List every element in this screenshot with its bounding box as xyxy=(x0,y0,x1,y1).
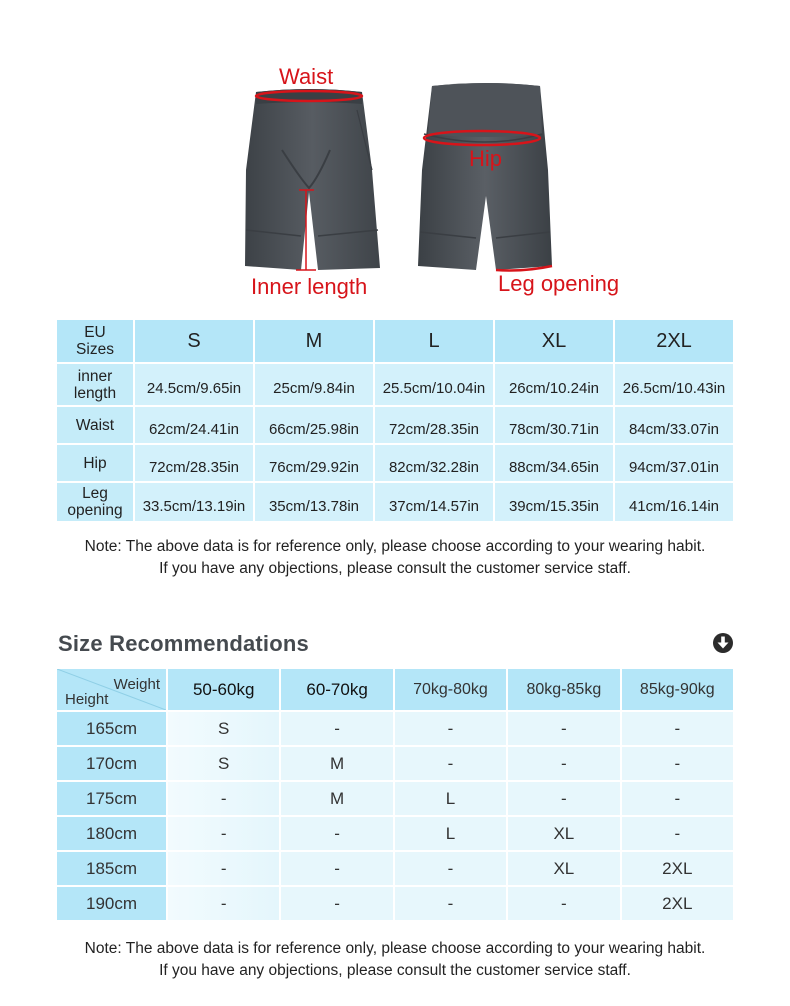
table-row xyxy=(57,887,733,920)
waist-label: Waist xyxy=(279,64,334,89)
table-cell: XL xyxy=(508,817,619,850)
table-cell: 84cm/33.07in xyxy=(615,407,733,443)
weight-header: 85kg-90kg xyxy=(622,669,733,710)
table-cell: 33.5cm/13.19in xyxy=(135,483,253,521)
table-cell: - xyxy=(395,747,506,780)
shorts-illustration xyxy=(0,0,790,310)
table-cell: - xyxy=(395,852,506,885)
weight-header-row xyxy=(57,669,733,710)
table-cell: 2XL xyxy=(622,852,733,885)
size-chart-corner: EU Sizes xyxy=(57,320,133,362)
size-recommendation-table xyxy=(55,667,735,922)
table-row xyxy=(57,445,733,481)
shorts-back-view xyxy=(418,83,552,270)
table-cell: 66cm/25.98in xyxy=(255,407,373,443)
inner-length-label: Inner length xyxy=(251,274,368,299)
table-cell: - xyxy=(622,782,733,815)
table-row xyxy=(57,407,733,443)
table-cell: - xyxy=(395,887,506,920)
table-corner xyxy=(57,669,166,710)
download-circle-icon[interactable] xyxy=(712,632,734,654)
row-label-hip: Hip xyxy=(57,445,133,481)
table-cell: 62cm/24.41in xyxy=(135,407,253,443)
table-cell: - xyxy=(622,817,733,850)
table-cell: S xyxy=(168,712,279,745)
table-cell: - xyxy=(281,817,392,850)
hip-label: Hip xyxy=(469,146,503,171)
table-cell: - xyxy=(508,782,619,815)
table-cell: 25.5cm/10.04in xyxy=(375,364,493,405)
table-cell: 37cm/14.57in xyxy=(375,483,493,521)
height-label: 175cm xyxy=(57,782,166,815)
table-row xyxy=(57,747,733,780)
row-label-waist: Waist xyxy=(57,407,133,443)
reference-note: Note: The above data is for reference only, please choose according to your wearing habit. If you have any objections, please consult the customer service staff. xyxy=(84,538,706,577)
table-cell: S xyxy=(168,747,279,780)
table-cell: - xyxy=(508,712,619,745)
size-header: XL xyxy=(495,320,613,362)
table-cell: 94cm/37.01in xyxy=(615,445,733,481)
size-header: L xyxy=(375,320,493,362)
table-row xyxy=(57,483,733,521)
table-cell: 25cm/9.84in xyxy=(255,364,373,405)
table-cell: M xyxy=(281,747,392,780)
table-cell: 41cm/16.14in xyxy=(615,483,733,521)
table-row xyxy=(57,712,733,745)
height-label: 170cm xyxy=(57,747,166,780)
table-cell: 26.5cm/10.43in xyxy=(615,364,733,405)
table-cell: - xyxy=(622,747,733,780)
weight-header: 70kg-80kg xyxy=(395,669,506,710)
table-cell: - xyxy=(508,747,619,780)
size-header: 2XL xyxy=(615,320,733,362)
table-cell: 76cm/29.92in xyxy=(255,445,373,481)
height-axis-label: Height xyxy=(65,691,109,708)
shorts-front-view xyxy=(245,89,380,270)
table-cell: 26cm/10.24in xyxy=(495,364,613,405)
table-cell: 72cm/28.35in xyxy=(135,445,253,481)
size-chart-header-row xyxy=(57,320,733,362)
table-cell: 24.5cm/9.65in xyxy=(135,364,253,405)
height-label: 165cm xyxy=(57,712,166,745)
table-cell: - xyxy=(168,852,279,885)
reference-note: Note: The above data is for reference only, please choose according to your wearing habit. If you have any objections, please consult the customer service staff. xyxy=(84,940,706,979)
table-cell: 82cm/32.28in xyxy=(375,445,493,481)
table-cell: - xyxy=(281,712,392,745)
table-cell: - xyxy=(281,852,392,885)
table-cell: 72cm/28.35in xyxy=(375,407,493,443)
table-cell: - xyxy=(168,782,279,815)
row-label-leg-opening: Leg opening xyxy=(57,483,133,521)
weight-axis-label: Weight xyxy=(113,676,160,693)
table-cell: 88cm/34.65in xyxy=(495,445,613,481)
table-row xyxy=(57,817,733,850)
row-label-inner-length: inner length xyxy=(57,364,133,405)
table-cell: 35cm/13.78in xyxy=(255,483,373,521)
weight-header: 60-70kg xyxy=(281,669,392,710)
table-cell: - xyxy=(168,887,279,920)
height-label: 180cm xyxy=(57,817,166,850)
table-cell: 39cm/15.35in xyxy=(495,483,613,521)
table-cell: L xyxy=(395,817,506,850)
table-cell: 2XL xyxy=(622,887,733,920)
table-cell: - xyxy=(168,817,279,850)
table-cell: M xyxy=(281,782,392,815)
table-cell: - xyxy=(395,712,506,745)
height-label: 185cm xyxy=(57,852,166,885)
weight-header: 50-60kg xyxy=(168,669,279,710)
section-title: Size Recommendations xyxy=(58,631,309,656)
weight-header: 80kg-85kg xyxy=(508,669,619,710)
size-chart-table xyxy=(55,318,735,523)
product-figure xyxy=(0,0,790,310)
table-cell: - xyxy=(622,712,733,745)
table-cell: L xyxy=(395,782,506,815)
size-header: S xyxy=(135,320,253,362)
table-row xyxy=(57,782,733,815)
size-header: M xyxy=(255,320,373,362)
table-cell: 78cm/30.71in xyxy=(495,407,613,443)
leg-opening-label: Leg opening xyxy=(498,271,620,296)
table-cell: - xyxy=(508,887,619,920)
table-row xyxy=(57,364,733,405)
table-row xyxy=(57,852,733,885)
table-cell: - xyxy=(281,887,392,920)
height-label: 190cm xyxy=(57,887,166,920)
table-cell: XL xyxy=(508,852,619,885)
